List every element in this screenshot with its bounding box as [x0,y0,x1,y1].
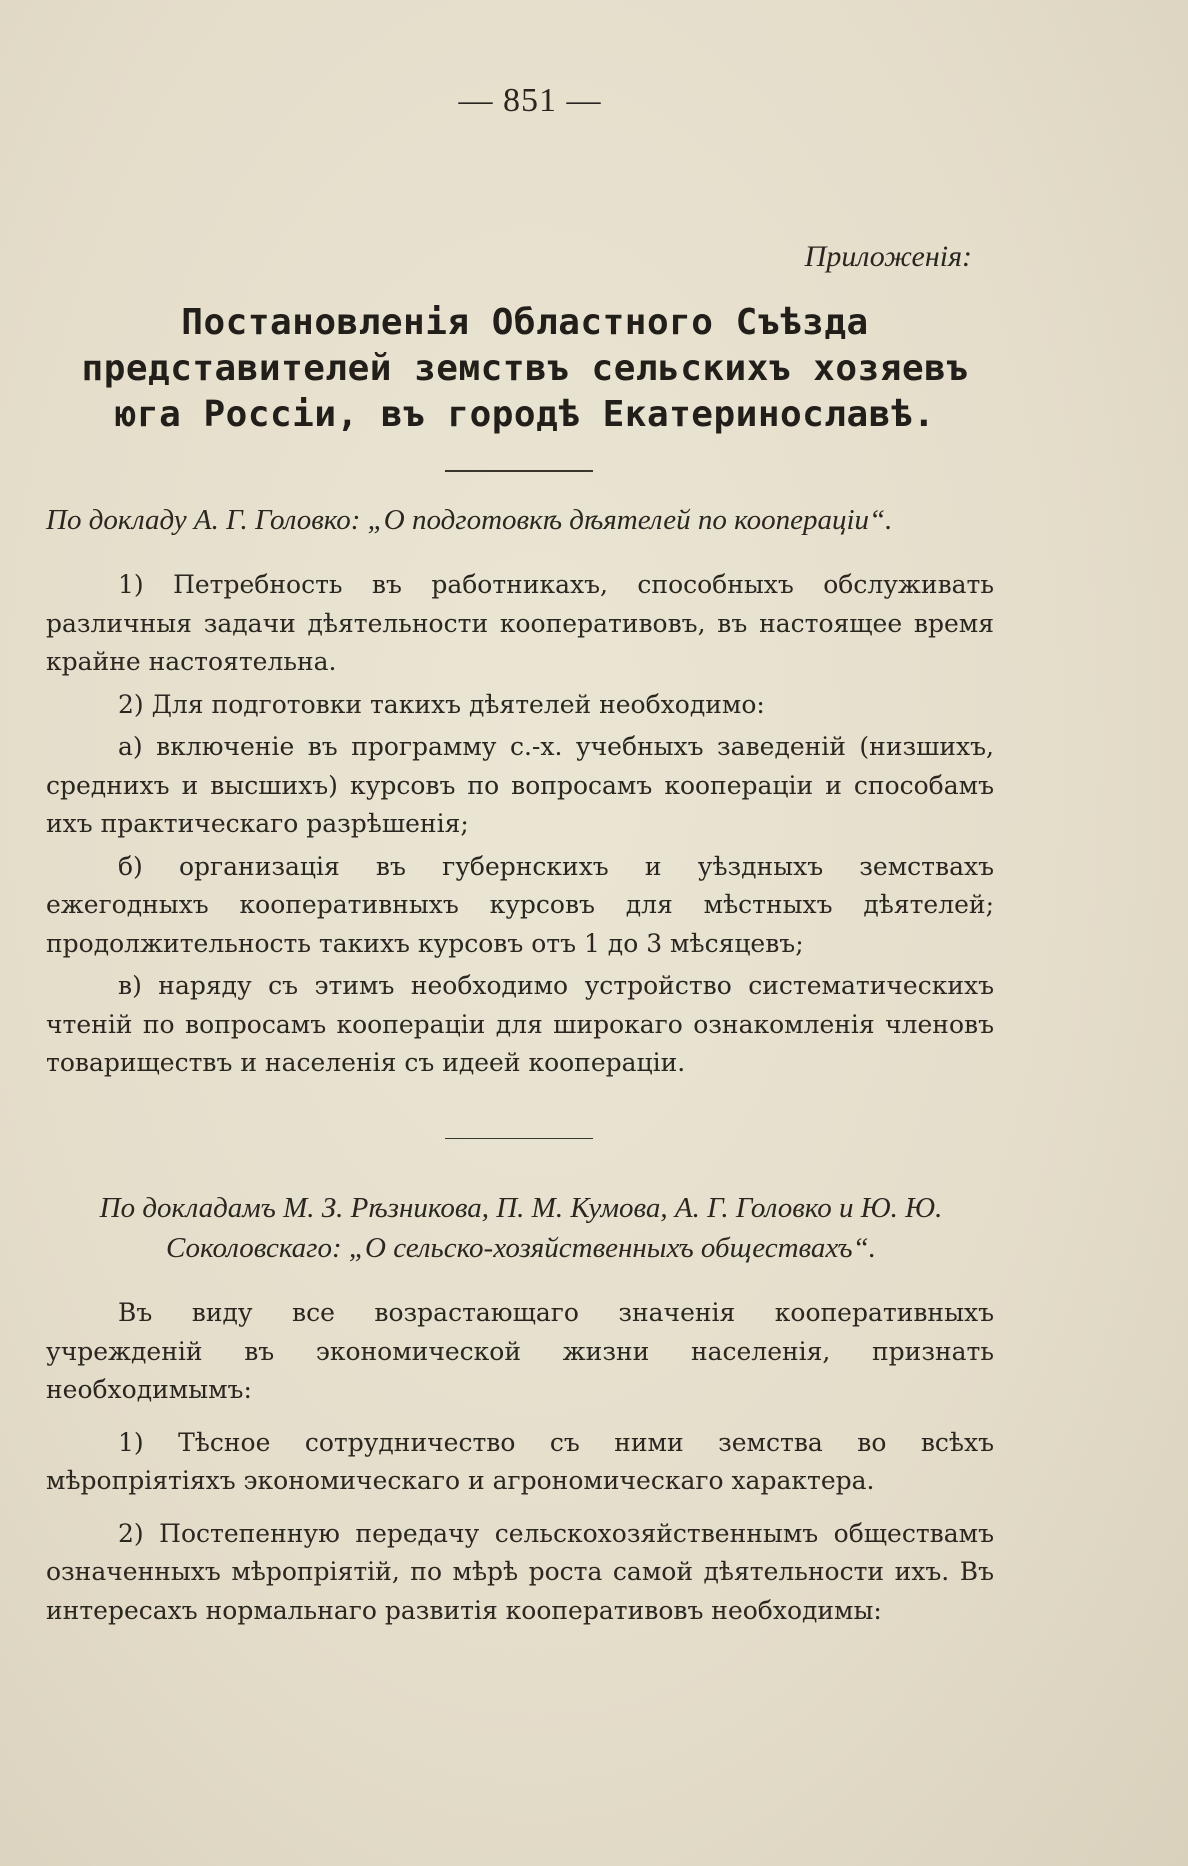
section1-paragraph-2: 2) Для подготовки такихъ дѣятелей необходимо: [118,689,765,719]
section2-paragraph-2: 1) Тѣсное сотрудничество съ ними земства во всѣхъ мѣропріятіяхъ экономическаго и агрономическаго характера. [46,1427,994,1495]
section1-paragraph-5: в) наряду съ этимъ необходимо устройство систематическихъ чтеній по вопросамъ коопераціи для широкаго ознакомленія членовъ товариществъ и населенія съ идеей коопераціи. [46,971,994,1077]
section1-paragraph-4: б) организація въ губернскихъ и уѣздныхъ земствахъ ежегодныхъ кооперативныхъ курсовъ для мѣстныхъ дѣятелей; продолжительность такихъ курсовъ отъ 1 до 3 мѣсяцевъ; [46,851,994,958]
section2-body [46,1294,994,1630]
section2-heading: По докладамъ М. З. Рѣзникова, П. М. Кумова, А. Г. Головко и Ю. Ю. Соколовскаго: „О сельско-хозяйственныхъ обществахъ“. [99,1192,943,1264]
section1-body [46,566,994,1083]
appendix-label: Приложенія: [804,240,972,273]
section1-heading: По докладу А. Г. Головко: „О подготовкѣ дѣятелей по коопераціи“. [46,504,893,536]
section1-paragraph-1: 1) Петребность въ работникахъ, способныхъ обслуживать различныя задачи дѣятельности кооперативовъ, въ настоящее время крайне настоятельна. [46,570,994,676]
section-divider [445,1138,593,1139]
title-divider [445,470,593,472]
main-title: Постановленія Областного Съѣзда представителей земствъ сельскихъ хозяевъ юга Россіи, въ городѣ Екатеринославѣ. [81,302,969,435]
section2-paragraph-3: 2) Постепенную передачу сельскохозяйственнымъ обществамъ означенныхъ мѣропріятій, по мѣрѣ роста самой дѣятельности ихъ. Въ интересахъ нормальнаго развитія кооперативовъ необходимы: [46,1518,994,1625]
page-number: — 851 — [458,82,602,119]
section1-paragraph-3: а) включеніе въ программу с.-х. учебныхъ заведеній (низшихъ, среднихъ и высшихъ) курсовъ по вопросамъ коопераціи и способамъ ихъ практическаго разрѣшенія; [46,732,994,838]
section2-paragraph-1: Въ виду все возрастающаго значенія кооперативныхъ учрежденій въ экономической жизни населенія, признать необходимымъ: [46,1298,994,1404]
